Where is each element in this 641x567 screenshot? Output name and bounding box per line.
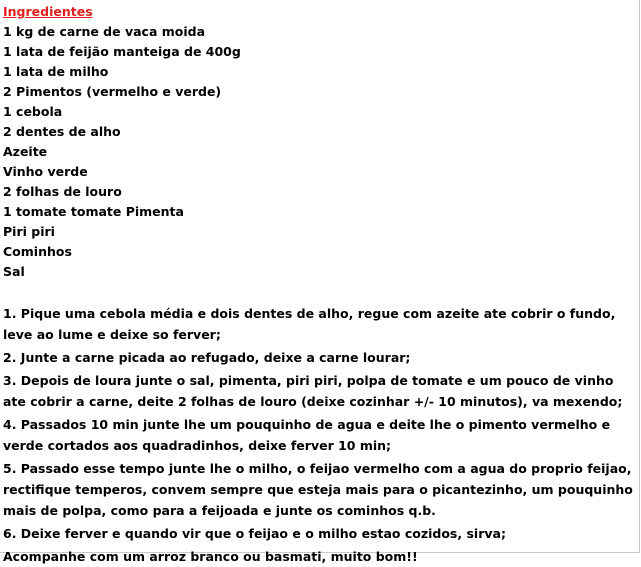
ingredient-item: 2 Pimentos (vermelho e verde): [3, 84, 222, 99]
step-item: 4. Passados 10 min junte lhe um pouquinho de agua e deite lhe o pimento vermelho e verde cortados aos quadradinhos, deixe ferver 10 min;: [3, 417, 611, 453]
ingredients-heading: Ingredientes: [3, 4, 93, 19]
ingredient-item: 1 kg de carne de vaca moida: [3, 24, 206, 39]
ingredient-item: 2 dentes de alho: [3, 124, 121, 139]
closing-note: Acompanhe com um arroz branco ou basmati, muito bom!!: [3, 549, 418, 564]
ingredient-item: Piri piri: [3, 224, 55, 239]
ingredient-item: 1 tomate tomate Pimenta: [3, 204, 184, 219]
recipe-document: [3, 2, 637, 567]
ingredient-item: 2 folhas de louro: [3, 184, 122, 199]
steps-list: [3, 303, 637, 567]
step-item: 2. Junte a carne picada ao refugado, deixe a carne lourar;: [3, 350, 411, 365]
step-item: 1. Pique uma cebola média e dois dentes de alho, regue com azeite ate cobrir o fundo, leve ao lume e deixe so ferver;: [3, 306, 616, 342]
ingredient-item: Azeite: [3, 144, 48, 159]
step-item: 6. Deixe ferver e quando vir que o feijao e o milho estao cozidos, sirva;: [3, 526, 506, 541]
step-item: 3. Depois de loura junte o sal, pimenta, piri piri, polpa de tomate e um pouco de vinho ate cobrir a carne, deite 2 folhas de louro (deixe cozinhar +/- 10 minutos), va mexendo;: [3, 373, 623, 409]
ingredient-item: 1 lata de feijão manteiga de 400g: [3, 44, 241, 59]
ingredient-item: 1 cebola: [3, 104, 63, 119]
step-item: 5. Passado esse tempo junte lhe o milho, o feijao vermelho com a agua do proprio feijao, rectifique temperos, convem sempre que esteja mais para o picantezinho, um pouquinho mais de polpa, como para a feijoada e junte os cominhos q.b.: [3, 461, 633, 518]
spacer: [3, 282, 637, 303]
ingredient-item: Cominhos: [3, 244, 72, 259]
ingredient-item: 1 lata de milho: [3, 64, 109, 79]
ingredients-list: [3, 22, 637, 282]
ingredient-item: Sal: [3, 264, 25, 279]
ingredient-item: Vinho verde: [3, 164, 88, 179]
